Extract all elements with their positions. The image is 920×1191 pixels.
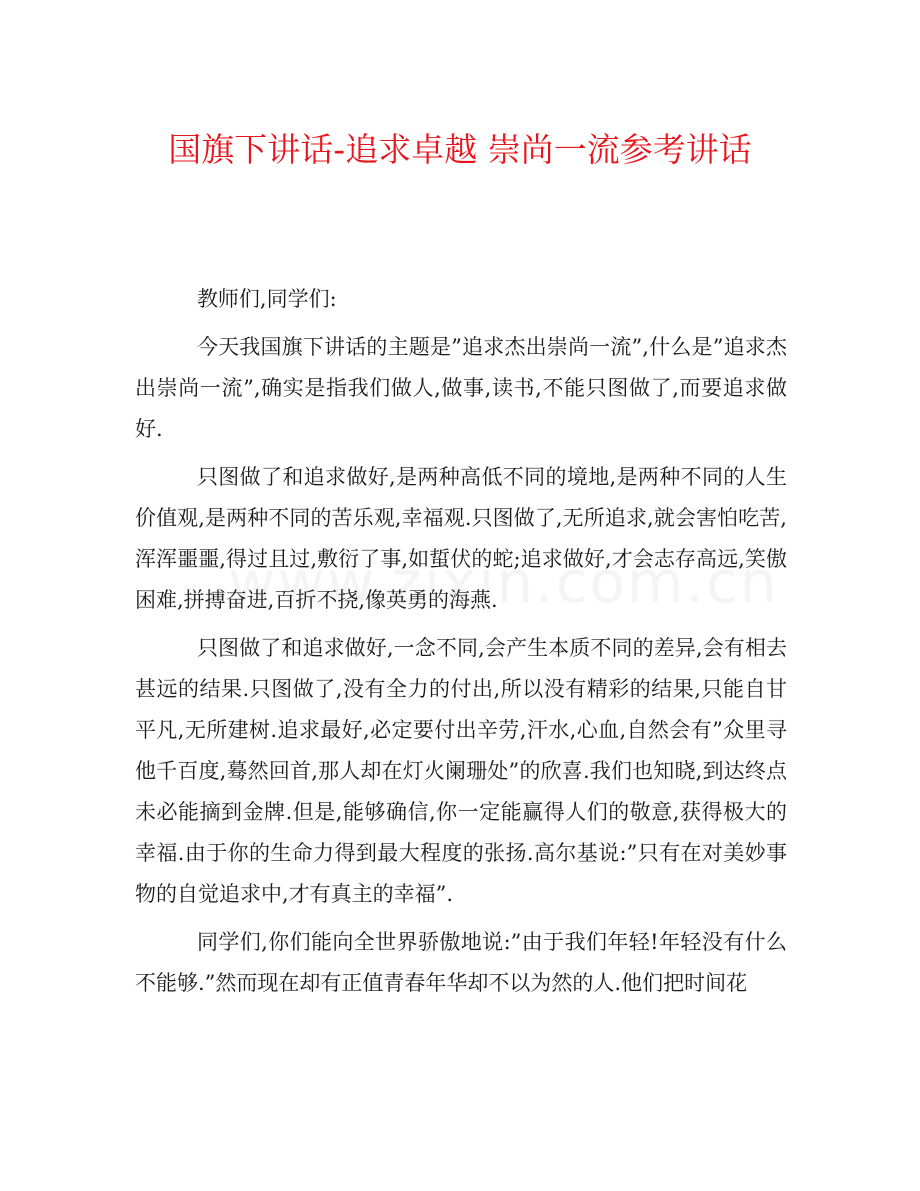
- paragraph: 今天我国旗下讲话的主题是”追求杰出崇尚一流”,什么是”追求杰出崇尚一流”,确实是指我们做人,做事,读书,不能只图做了,而要追求做好.: [135, 335, 787, 441]
- paragraph: 同学们,你们能向全世界骄傲地说:”由于我们年轻!年轻没有什么不能够.”然而现在却有正值青春年华却不以为然的人.他们把时间花: [135, 930, 787, 995]
- paragraph: 只图做了和追求做好,是两种高低不同的境地,是两种不同的人生价值观,是两种不同的苦乐观,幸福观.只图做了,无所追求,就会害怕吃苦,浑浑噩噩,得过且过,敷衍了事,如蜇伏的蛇;追求做好,才会志存高远,笑傲困难,拼搏奋进,百折不挠,像英勇的海燕.: [135, 465, 787, 612]
- paragraph: 只图做了和追求做好,一念不同,会产生本质不同的差异,会有相去甚远的结果.只图做了,没有全力的付出,所以没有精彩的结果,只能自甘平凡,无所建树.追求最好,必定要付出辛劳,汗水,心血,自然会有”众里寻他千百度,蓦然回首,那人却在灯火阑珊处”的欣喜.我们也知晓,到达终点未必能摘到金牌.但是,能够确信,你一定能赢得人们的敬意,获得极大的幸福.由于你的生命力得到最大程度的张扬.高尔基说:”只有在对美妙事物的自觉追求中,才有真主的幸福”.: [135, 636, 787, 906]
- paragraph-greeting: 教师们,同学们:: [196, 287, 337, 311]
- document-title: 国旗下讲话-追求卓越 崇尚一流参考讲话: [168, 130, 752, 169]
- document-body: [135, 279, 787, 1011]
